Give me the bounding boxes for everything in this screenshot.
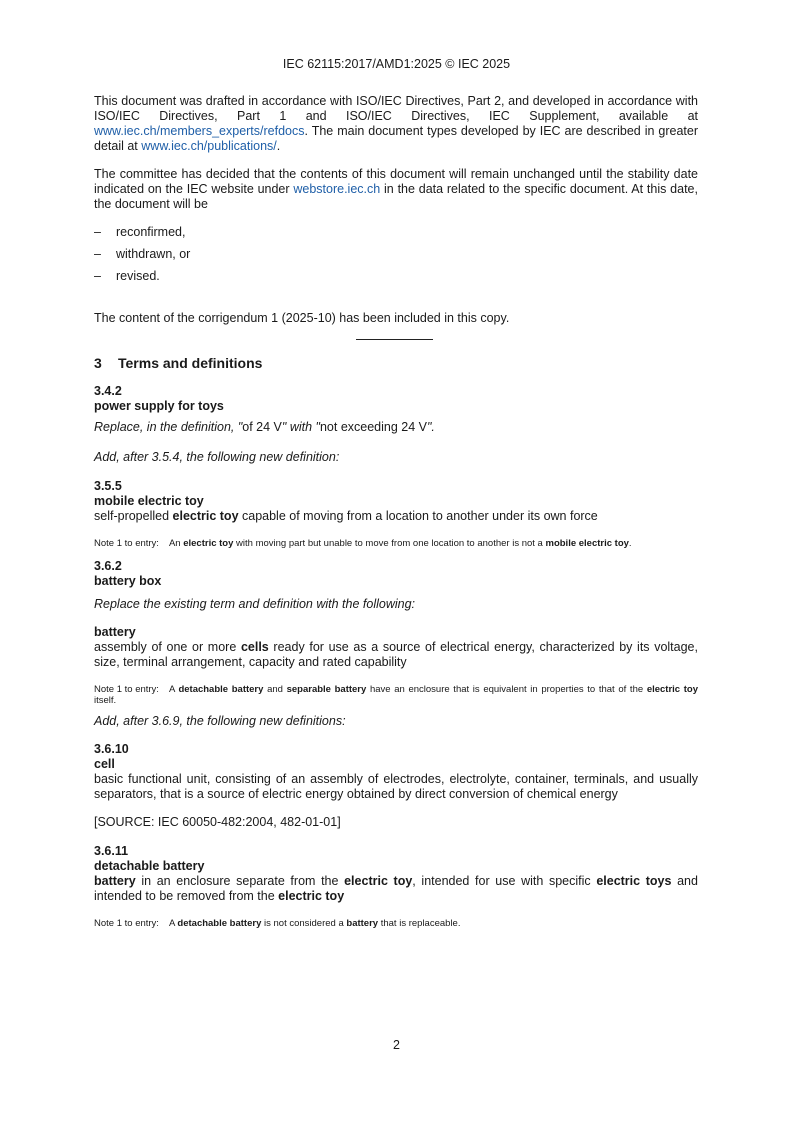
term-number: 3.6.2 xyxy=(94,559,122,573)
text: ready for use as a source of electrical energy, characterized by its voltage, size, terminal arrangement, capacity and rated capability xyxy=(94,640,698,669)
text: This document was drafted in accordance with ISO/IEC Directives, Part 2, and developed in accordance with ISO/IEC Directives, Part 1 and ISO/IEC Directives, IEC Supplement, available at xyxy=(94,94,698,123)
term-reference: electric toy xyxy=(172,509,239,523)
term-name: battery xyxy=(94,625,136,639)
section-title: Terms and definitions xyxy=(118,355,263,371)
dash: – xyxy=(94,247,101,261)
text: of 24 V xyxy=(242,420,282,434)
term-reference: electric toy xyxy=(278,889,345,903)
term-reference: detachable battery xyxy=(177,918,262,929)
text: A xyxy=(168,684,179,695)
text: assembly of one or more xyxy=(94,640,241,654)
page-header: IEC 62115:2017/AMD1:2025 © IEC 2025 xyxy=(282,57,511,71)
term-reference: electric toy xyxy=(344,874,413,888)
list-item xyxy=(94,247,698,269)
text: " with " xyxy=(281,420,320,434)
status-list xyxy=(94,225,698,291)
text: The committee has decided that the contents of this document will remain unchanged until the stability date indicated on the IEC website under xyxy=(94,167,698,196)
drafting-paragraph xyxy=(94,94,698,154)
term-reference: electric toy xyxy=(646,684,698,695)
instruction: Add, after 3.6.9, the following new definitions: xyxy=(94,714,346,728)
instruction: Replace the existing term and definition with the following: xyxy=(94,597,416,611)
list-item-text: revised. xyxy=(116,269,160,283)
term-reference: cells xyxy=(240,640,269,654)
page-body xyxy=(94,94,698,929)
separator-line xyxy=(356,339,433,340)
term-name: power supply for toys xyxy=(94,399,224,413)
note-to-entry xyxy=(94,538,698,549)
list-item xyxy=(94,225,698,247)
term-name: cell xyxy=(94,757,115,771)
definition xyxy=(94,874,698,904)
text: capable of moving from a location to another under its own force xyxy=(238,509,598,523)
text: and intended to be removed from the xyxy=(94,874,698,903)
text: ". xyxy=(427,420,435,434)
note-to-entry xyxy=(94,918,698,929)
text: with moving part but unable to move from one location to another is not a xyxy=(233,538,546,549)
instruction xyxy=(94,420,698,435)
term-name: battery box xyxy=(94,574,162,588)
term-reference: electric toy xyxy=(183,538,234,549)
note-to-entry xyxy=(94,684,698,706)
list-item-text: reconfirmed, xyxy=(116,225,186,239)
text: , intended for use with specific xyxy=(412,874,597,888)
term-reference: separable battery xyxy=(286,684,367,695)
term-reference: mobile electric toy xyxy=(545,538,629,549)
section-heading xyxy=(94,354,698,372)
text: and xyxy=(263,684,287,695)
text: not exceeding 24 V xyxy=(319,420,427,434)
text: Replace, in the definition, " xyxy=(94,420,243,434)
webstore-link[interactable]: webstore.iec.ch xyxy=(293,182,381,196)
source-reference: [SOURCE: IEC 60050-482:2004, 482-01-01] xyxy=(94,815,341,829)
definition xyxy=(94,509,698,524)
definition: basic functional unit, consisting of an assembly of electrodes, electrolyte, container, terminals, and usually separators, that is a source of electric energy obtained by direct conversion of chemical energy xyxy=(94,772,698,801)
text: in the data related to the specific document. At this date, the document will be xyxy=(94,182,698,211)
page-number: 2 xyxy=(393,1038,400,1052)
stability-paragraph xyxy=(94,167,698,212)
text: in an enclosure separate from the xyxy=(135,874,345,888)
text: is not considered a xyxy=(261,918,347,929)
dash: – xyxy=(94,269,101,283)
text: . xyxy=(628,538,632,549)
text: have an enclosure that is equivalent in properties to that of the xyxy=(366,684,647,695)
term-reference: electric toys xyxy=(596,874,672,888)
text: itself. xyxy=(94,695,117,706)
definition xyxy=(94,640,698,670)
term-reference: battery xyxy=(94,874,136,888)
text: self-propelled xyxy=(94,509,173,523)
instruction: Add, after 3.5.4, the following new definition: xyxy=(94,450,340,464)
text: that is replaceable. xyxy=(378,918,461,929)
term-number: 3.5.5 xyxy=(94,479,122,493)
dash: – xyxy=(94,225,101,239)
section-number: 3 xyxy=(94,355,102,371)
term-number: 3.6.11 xyxy=(94,844,129,858)
text: An xyxy=(168,538,184,549)
note-label: Note 1 to entry: xyxy=(94,538,159,549)
term-reference: detachable battery xyxy=(178,684,264,695)
note-label: Note 1 to entry: xyxy=(94,684,159,695)
term-reference: battery xyxy=(346,918,379,929)
term-number: 3.6.10 xyxy=(94,742,129,756)
publications-link[interactable]: www.iec.ch/publications/ xyxy=(141,139,277,153)
term-number: 3.4.2 xyxy=(94,384,122,398)
note-label: Note 1 to entry: xyxy=(94,918,159,929)
list-item-text: withdrawn, or xyxy=(116,247,191,261)
corrigendum-note: The content of the corrigendum 1 (2025-10) has been included in this copy. xyxy=(94,311,510,325)
refdocs-link[interactable]: www.iec.ch/members_experts/refdocs xyxy=(94,124,305,138)
text: . The main document types developed by IEC are described in greater detail at xyxy=(94,124,698,153)
list-item xyxy=(94,269,698,291)
term-name: detachable battery xyxy=(94,859,205,873)
text: A xyxy=(168,918,178,929)
text: . xyxy=(276,139,281,153)
term-name: mobile electric toy xyxy=(94,494,204,508)
